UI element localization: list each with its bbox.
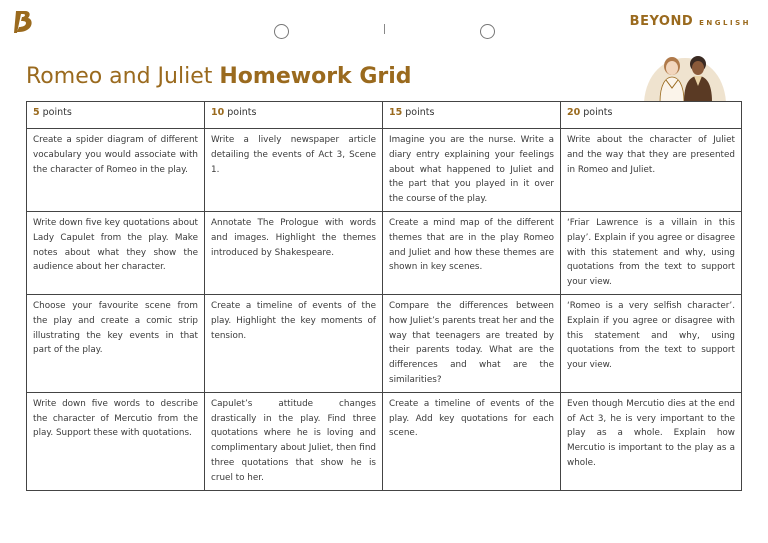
beyond-logo-icon — [13, 9, 35, 35]
title-light: Romeo and Juliet — [26, 64, 213, 89]
task-cell: ‘Romeo is a very selfish character’. Explain if you agree or disagree with this statement and why, using quotations from the text to support your view. — [561, 294, 742, 392]
brand-sub: ENGLISH — [699, 19, 751, 27]
task-cell: Write down five words to describe the character of Mercutio from the play. Support these with quotations. — [27, 392, 205, 490]
task-cell: Create a mind map of the different themes that are in the play Romeo and Juliet and how these themes are shown in key scenes. — [383, 211, 561, 294]
table-row — [27, 211, 742, 294]
table-row — [27, 294, 742, 392]
brand-name: BEYOND — [629, 14, 694, 29]
brand-logo — [630, 14, 751, 29]
task-cell: Compare the differences between how Juliet’s parents treat her and the way that teenagers are treated by their parents today. What are the differences and what are the similarities? — [383, 294, 561, 392]
task-cell: Capulet’s attitude changes drastically in the play. Find three quotations where he is loving and complimentary about Juliet, then find three quotations that show he is cruel to her. — [205, 392, 383, 490]
task-cell: Create a timeline of events of the play. Add key quotations for each scene. — [383, 392, 561, 490]
task-cell: ‘Friar Lawrence is a villain in this play’. Explain if you agree or disagree with this statement and why, using quotations from the text to support your view. — [561, 211, 742, 294]
table-row — [27, 129, 742, 212]
column-header: 5 points — [27, 102, 205, 129]
task-cell: Write a lively newspaper article detailing the events of Act 3, Scene 1. — [205, 129, 383, 212]
task-cell: Choose your favourite scene from the play and create a comic strip illustrating the key events in that part of the play. — [27, 294, 205, 392]
task-cell: Create a timeline of events of the play. Highlight the key moments of tension. — [205, 294, 383, 392]
page-title — [26, 64, 412, 89]
punch-hole-icon — [480, 24, 495, 39]
column-header: 10 points — [205, 102, 383, 129]
task-cell: Create a spider diagram of different vocabulary you would associate with the character of Romeo in the play. — [27, 129, 205, 212]
homework-grid — [26, 101, 742, 491]
table-header-row — [27, 102, 742, 129]
header-bar — [0, 0, 768, 45]
characters-illustration — [642, 46, 728, 102]
table-row — [27, 392, 742, 490]
task-cell: Annotate The Prologue with words and images. Highlight the themes introduced by Shakespeare. — [205, 211, 383, 294]
title-bold: Homework Grid — [219, 64, 412, 89]
task-cell: Imagine you are the nurse. Write a diary entry explaining your feelings about what happened to Juliet and the part that you played in it over the course of the play. — [383, 129, 561, 212]
task-cell: Write down five key quotations about Lady Capulet from the play. Make notes about what they show the audience about her character. — [27, 211, 205, 294]
center-mark — [384, 24, 385, 34]
punch-hole-icon — [274, 24, 289, 39]
task-cell: Write about the character of Juliet and the way that they are presented in Romeo and Juliet. — [561, 129, 742, 212]
task-cell: Even though Mercutio dies at the end of Act 3, he is very important to the play as a whole. Explain how Mercutio is important to the play as a whole. — [561, 392, 742, 490]
column-header: 20 points — [561, 102, 742, 129]
column-header: 15 points — [383, 102, 561, 129]
